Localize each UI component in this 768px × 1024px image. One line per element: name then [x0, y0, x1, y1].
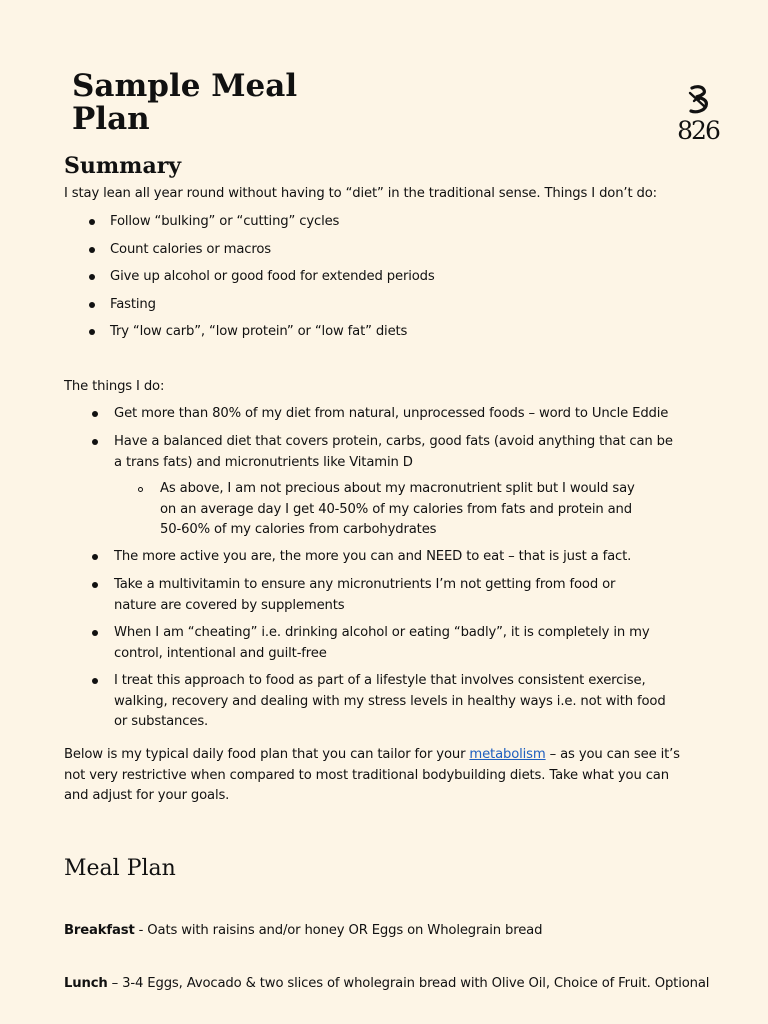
stylized-glyph-icon: [684, 84, 712, 116]
circle-bullet-icon: [138, 487, 143, 492]
list-item: Follow “bulking” or “cutting” cycles: [110, 212, 670, 240]
lunch-line: [64, 974, 710, 995]
lunch-text: – 3-4 Eggs, Avocado & two slices of wholegrain bread with Olive Oil, Choice of Fruit. Optional: [107, 976, 710, 991]
do-intro: The things I do:: [64, 379, 165, 394]
page-title: Sample Meal Plan: [72, 68, 298, 137]
bullet-icon: [92, 554, 98, 560]
list-item: Get more than 80% of my diet from natural, unprocessed foods – word to Uncle Eddie: [114, 404, 684, 425]
list-item: I treat this approach to food as part of a lifestyle that involves consistent exercise, walking, recovery and dealing with my stress levels in healthy ways i.e. not with food or substances.: [114, 671, 674, 733]
bullet-icon: [89, 302, 95, 308]
summary-heading: Summary: [64, 153, 182, 179]
breakfast-label: Breakfast: [64, 923, 135, 938]
list-item: The more active you are, the more you can and NEED to eat – that is just a fact.: [114, 547, 684, 568]
lunch-label: Lunch: [64, 976, 108, 991]
list-item: Try “low carb”, “low protein” or “low fat” diets: [110, 322, 670, 350]
summary-intro: I stay lean all year round without having to “diet” in the traditional sense. Things I don’t do:: [64, 186, 657, 201]
breakfast-line: [64, 921, 704, 942]
bullet-icon: [92, 411, 98, 417]
breakfast-text: - Oats with raisins and/or honey OR Eggs on Wholegrain bread: [134, 923, 543, 938]
closing-paragraph: Below is my typical daily food plan that you can tailor for your metabolism – as you can see it’s not very restrictive when compared to most traditional bodybuilding diets. Take what you can and adjust for your goals.: [64, 747, 680, 803]
list-item: Give up alcohol or good food for extended periods: [110, 267, 670, 295]
bullet-icon: [89, 247, 95, 253]
bullet-icon: [92, 582, 98, 588]
bullet-icon: [89, 274, 95, 280]
bullet-icon: [92, 678, 98, 684]
list-item: Fasting: [110, 295, 670, 323]
bullet-icon: [89, 219, 95, 225]
list-item: When I am “cheating” i.e. drinking alcohol or eating “badly”, it is completely in my control, intentional and guilt-free: [114, 623, 674, 664]
logo-text: 826: [677, 116, 719, 145]
logo: [676, 84, 720, 144]
dont-list: [110, 212, 670, 350]
metabolism-link[interactable]: metabolism: [469, 747, 546, 762]
meal-plan-heading: Meal Plan: [64, 856, 176, 881]
sub-list-item: As above, I am not precious about my macronutrient split but I would say on an average day I get 40-50% of my calories from fats and protein and 50-60% of my calories from carbohydrates: [160, 479, 650, 541]
list-item: Take a multivitamin to ensure any micronutrients I’m not getting from food or nature are covered by supplements: [114, 575, 659, 616]
list-item: Have a balanced diet that covers protein, carbs, good fats (avoid anything that can be a trans fats) and micronutrients like Vitamin D: [114, 432, 684, 473]
bullet-icon: [92, 630, 98, 636]
bullet-icon: [89, 329, 95, 335]
list-item: Count calories or macros: [110, 240, 670, 268]
bullet-icon: [92, 439, 98, 445]
